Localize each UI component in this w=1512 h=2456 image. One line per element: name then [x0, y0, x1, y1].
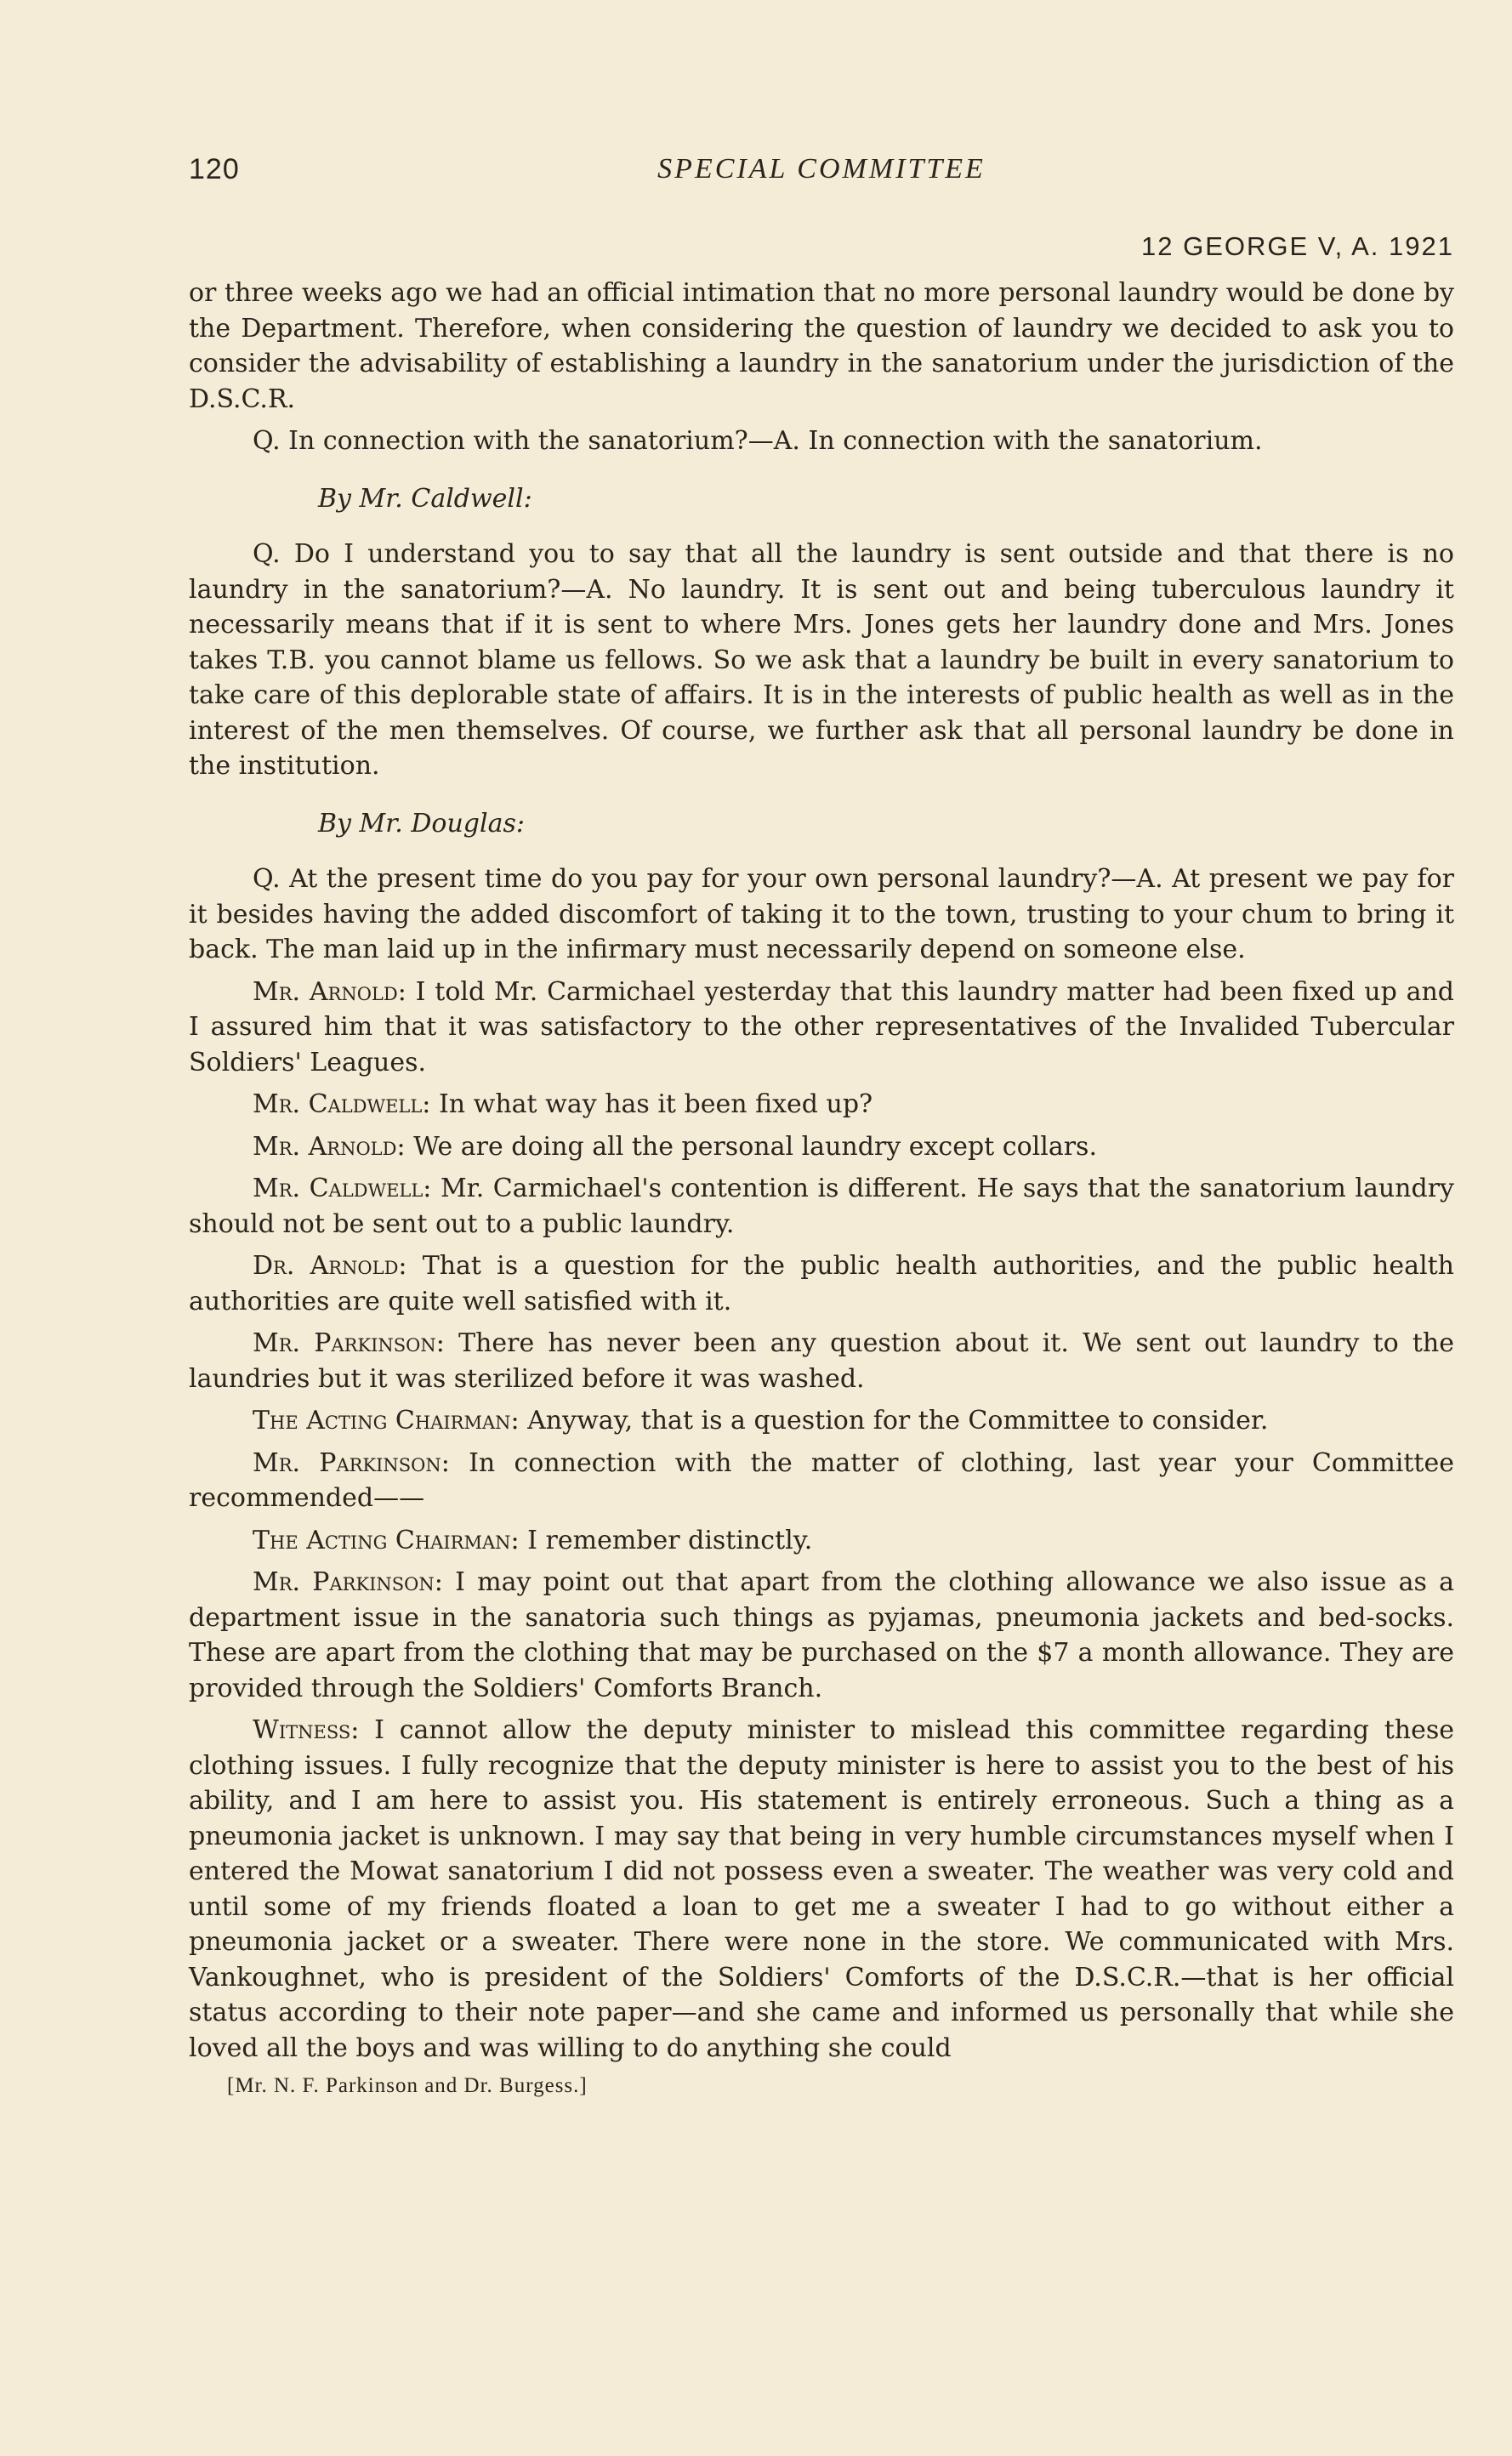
testimony-paragraph — [189, 1446, 1454, 1516]
speaker-name: Mr. Caldwell: — [253, 1089, 431, 1119]
speaker-name: Mr. Parkinson: — [253, 1567, 443, 1597]
examiner-heading: By Mr. Caldwell: — [318, 483, 532, 514]
testimony-text: I remember distinctly. — [519, 1525, 813, 1555]
session-reference: 12 GEORGE V, A. 1921 — [1141, 231, 1454, 261]
page-number: 120 — [189, 153, 240, 185]
running-head — [189, 146, 1454, 197]
testimony-text: Anyway, that is a question for the Committee to consider. — [519, 1406, 1269, 1436]
footnote: [Mr. N. F. Parkinson and Dr. Burgess.] — [227, 2074, 588, 2097]
speaker-name: Mr. Arnold: — [253, 976, 406, 1007]
testimony-text: I may point out that apart from the clothing allowance we also issue as a department issue in the sanatoria such things as pyjamas, pneumonia jackets and bed-socks. These are apart from the clothing that may be purchased on the $7 a month allowance. They are provided through the Soldiers' Comforts Branch. — [189, 1567, 1454, 1703]
testimony-paragraph — [189, 1171, 1454, 1242]
speaker-name: Witness: — [253, 1715, 360, 1745]
testimony-paragraph — [189, 1713, 1454, 2066]
testimony-paragraph — [189, 1403, 1454, 1439]
body-text — [189, 276, 1454, 2066]
speaker-name: The Acting Chairman: — [253, 1525, 520, 1555]
testimony-paragraph — [189, 1087, 1454, 1123]
testimony-paragraph — [189, 1326, 1454, 1396]
question-answer: Q. At the present time do you pay for your own personal laundry?—A. At present we pay for it besides having the added discomfort of taking it to the town, trusting to your chum to bring it back. The man laid up in the infirmary must necessarily depend on someone else. — [189, 864, 1454, 964]
testimony-text: That is a question for the public health authorities, and the public health authorities are quite well satisfied with it. — [189, 1251, 1454, 1316]
paragraph: or three weeks ago we had an official intimation that no more personal laundry would be done by the Department. Therefore, when considering the question of laundry we decided to ask you to consider the advisability of establishing a laundry in the sanatorium under the jurisdiction of the D.S.C.R. — [189, 278, 1454, 414]
document-page — [189, 146, 1454, 2098]
question-answer: Q. Do I understand you to say that all the laundry is sent outside and that there is no laundry in the sanatorium?—A. No laundry. It is sent out and being tuberculous laundry it necessarily means that if it is sent to where Mrs. Jones gets her laundry done and Mrs. Jones takes T.B. you cannot blame us fellows. So we ask that a laundry be built in every sanatorium to take care of this deplorable state of affairs. It is in the interests of public health as well as in the interest of the men themselves. Of course, we further ask that all personal laundry be done in the institution. — [189, 539, 1454, 781]
testimony-text: We are doing all the personal laundry except collars. — [405, 1131, 1097, 1162]
testimony-paragraph — [189, 1248, 1454, 1319]
testimony-text: Mr. Carmichael's contention is different. He says that the sanatorium laundry should not be sent out to a public laundry. — [189, 1174, 1454, 1239]
question-answer: Q. In connection with the sanatorium?—A. In connection with the sanatorium. — [253, 426, 1263, 456]
examiner-heading: By Mr. Douglas: — [318, 808, 525, 839]
testimony-text: I told Mr. Carmichael yesterday that this laundry matter had been fixed up and I assured him that it was satisfactory to the other representatives of the Invalided Tubercular Soldiers' Leagues. — [189, 976, 1455, 1077]
testimony-text: In connection with the matter of clothing, last year your Committee recommended—— — [189, 1447, 1454, 1513]
speaker-name: Mr. Arnold: — [253, 1131, 406, 1162]
testimony-paragraph — [189, 1523, 1454, 1559]
testimony-text: In what way has it been fixed up? — [430, 1089, 873, 1119]
testimony-paragraph — [189, 1565, 1454, 1706]
speaker-name: Mr. Parkinson: — [253, 1328, 445, 1358]
speaker-name: Dr. Arnold: — [253, 1251, 407, 1281]
testimony-paragraph — [189, 1129, 1454, 1165]
speaker-name: Mr. Parkinson: — [253, 1447, 450, 1478]
testimony-text: I cannot allow the deputy minister to mislead this committee regarding these clothing issues. I fully recognize that the deputy minister is here to assist you to the best of his ability, and I am here to assist you. His statement is entirely erroneous. Such a thing as a pneumonia jacket is unknown. I may say that being in very humble circumstances myself when I entered the Mowat sanatorium I did not possess even a sweater. The weather was very cold and until some of my friends floated a loan to get me a sweater I had to go without either a pneumonia jacket or a sweater. There were none in the store. We communicated with Mrs. Vankoughnet, who is president of the Soldiers' Comforts of the D.S.C.R.—that is her official status according to their note paper—and she came and informed us personally that while she loved all the boys and was willing to do anything she could — [189, 1715, 1454, 2063]
speaker-name: Mr. Caldwell: — [253, 1174, 432, 1203]
header-title: SPECIAL COMMITTEE — [657, 153, 986, 185]
testimony-text: There has never been any question about it. We sent out laundry to the laundries but it was sterilized before it was washed. — [189, 1328, 1454, 1394]
speaker-name: The Acting Chairman: — [253, 1406, 520, 1436]
testimony-paragraph — [189, 975, 1454, 1081]
